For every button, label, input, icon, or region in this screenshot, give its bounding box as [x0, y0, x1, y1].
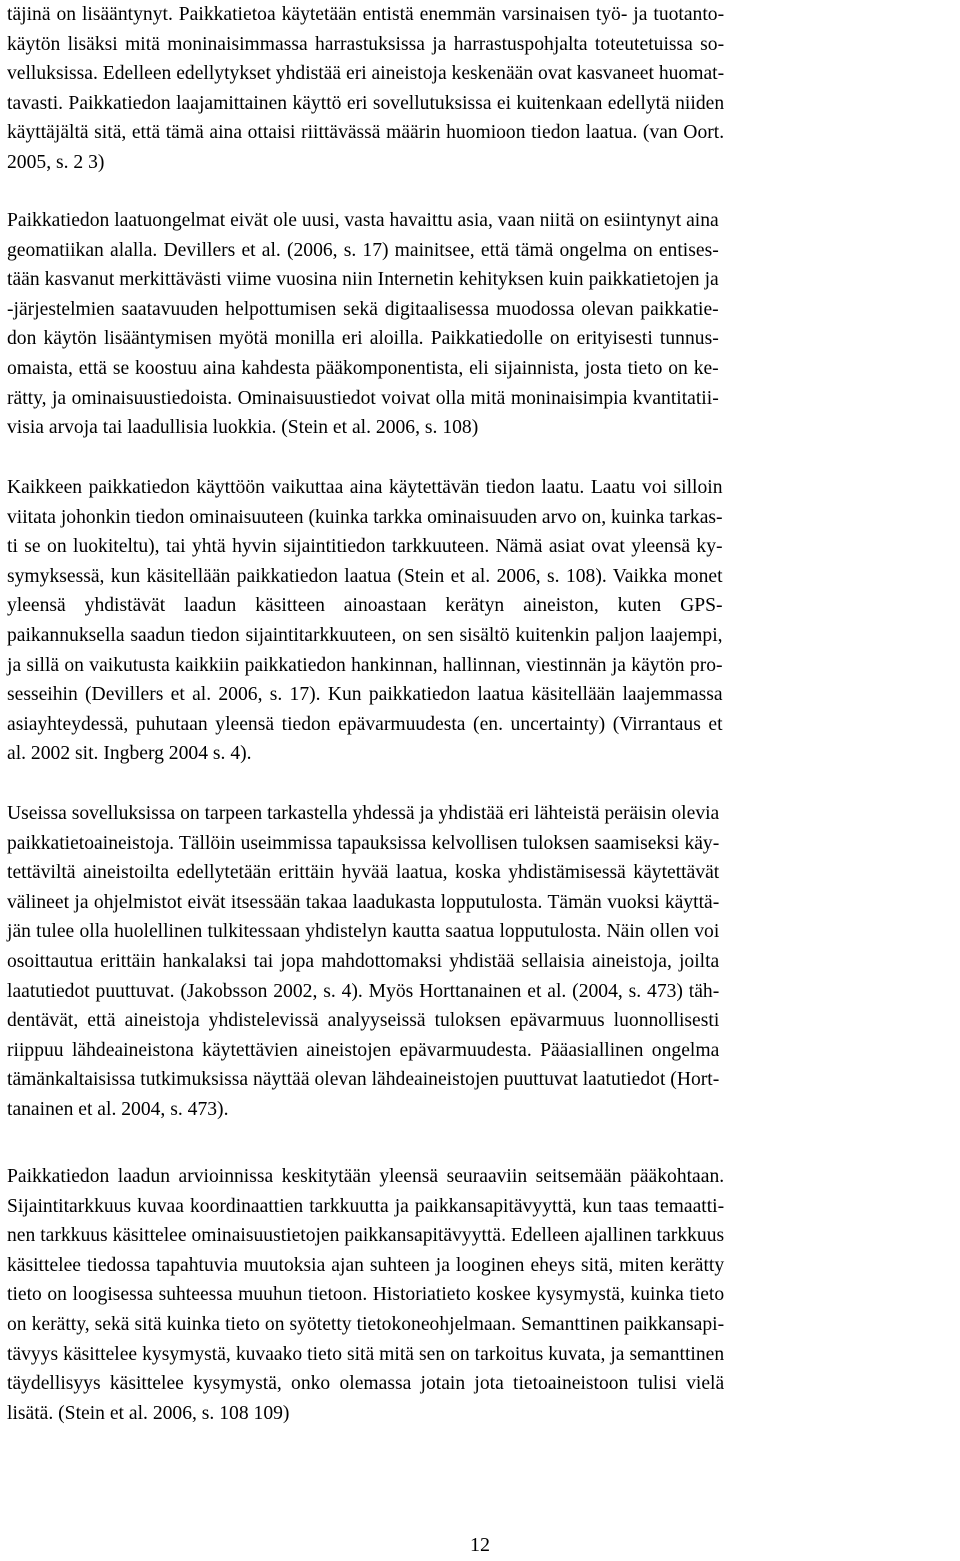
- text-line: käyttäjältä sitä, että tämä aina ottaisi riittävässä määrin huomioon tiedon laatua. (van Oort.: [7, 122, 725, 144]
- text-line: täydellisyys käsittelee kysymystä, onko olemassa jotain jota tietoaineistoon tulisi vielä: [7, 1373, 725, 1395]
- text-line: 2005, s. 2 3): [7, 151, 105, 173]
- text-line: käytön lisäksi mitä moninaisimmassa harrastuksissa ja harrastuspohjalta toteutetuissa so-: [7, 33, 725, 55]
- text-line: yleensä yhdistävät laadun käsitteen ainoastaan kerätyn aineiston, kuten GPS-: [7, 595, 723, 617]
- text-line: tanainen et al. 2004, s. 473).: [7, 1098, 229, 1120]
- text-line: paikkatietoaineistoja. Tällöin useimmissa tapauksissa kelvollisen tuloksen saamiseksi käy-: [7, 832, 720, 854]
- text-line: tään kasvanut merkittävästi viime vuosina niin Internetin kehityksen kuin paikkatietojen ja: [7, 269, 719, 291]
- text-line: tämänkaltaisissa tutkimuksissa näyttää olevan lähdeaineistojen puuttuvat laatutiedot (Hort-: [7, 1069, 720, 1091]
- text-line: tavasti. Paikkatiedon laajamittainen käyttö eri sovellutuksissa ei kuitenkaan edellytä niiden: [7, 92, 725, 114]
- paragraph-5: [7, 1162, 724, 1428]
- text-line: al. 2002 sit. Ingberg 2004 s. 4).: [7, 743, 252, 765]
- text-line: Paikkatiedon laatuongelmat eivät ole uusi, vasta havaittu asia, vaan niitä on esiintynyt aina: [7, 210, 719, 231]
- text-line: viitata johonkin tiedon ominaisuuteen (kuinka tarkka ominaisuuden arvo on, kuinka tarkas-: [7, 506, 723, 528]
- page-number: 12: [470, 1534, 490, 1556]
- paragraph-3: [7, 473, 723, 769]
- text-line: osoittautua erittäin hankalaksi tai jopa mahdottomaksi yhdistää sellaisia aineistoja, joilta: [7, 950, 720, 972]
- text-line: omaista, että se koostuu aina kahdesta pääkomponentista, eli sijainnista, josta tieto on ke-: [7, 357, 719, 379]
- text-line: -järjestelmien saatavuuden helpottumisen sekä digitaalisessa muodossa olevan paikkatie-: [7, 298, 719, 320]
- text-line: Paikkatiedon laadun arvioinnissa keskitytään yleensä seuraaviin seitsemään pääkohtaan.: [7, 1166, 725, 1187]
- text-line: paikannuksella saadun tiedon sijaintitarkkuuteen, on sen sisältö kuitenkin paljon laajempi,: [7, 624, 723, 646]
- text-line: visia arvoja tai laadullisia luokkia. (Stein et al. 2006, s. 108): [7, 417, 479, 439]
- text-line: asiayhteydessä, puhutaan yleensä tiedon epävarmuudesta (en. uncertainty) (Virrantaus et: [7, 713, 723, 735]
- text-line: ti se on luokiteltu), tai yhtä hyvin sijaintitiedon tarkkuuteen. Nämä asiat ovat yleensä ky-: [7, 536, 723, 558]
- text-line: lisätä. (Stein et al. 2006, s. 108 109): [7, 1402, 290, 1424]
- text-line: sesseihin (Devillers et al. 2006, s. 17). Kun paikkatiedon laatua käsitellään laajemmassa: [7, 684, 723, 706]
- text-line: don käytön lisääntymisen myötä monilla eri aloilla. Paikkatiedolle on erityisesti tunnus-: [7, 328, 719, 350]
- text-line: velluksissa. Edelleen edellytykset yhdistää eri aineistoja keskenään ovat kasvaneet huomat-: [7, 63, 725, 85]
- text-line: on kerätty, sekä sitä kuinka tieto on syötetty tietokoneohjelmaan. Semanttinen paikkansapi-: [7, 1313, 725, 1335]
- paragraph-2: [7, 206, 719, 443]
- paragraph-1: [7, 0, 724, 178]
- text-line: laatutiedot puuttuvat. (Jakobsson 2002, s. 4). Myös Horttanainen et al. (2004, s. 473) täh-: [7, 980, 720, 1002]
- text-line: ja sillä on vaikutusta kaikkiin paikkatiedon hankinnan, hallinnan, viestinnän ja käytön pro-: [7, 654, 723, 676]
- text-line: dentävät, että aineistoja yhdistelevissä analyyseissä tuloksen epävarmuus luonnollisesti: [7, 1010, 720, 1032]
- text-line: Useissa sovelluksissa on tarpeen tarkastella yhdessä ja yhdistää eri lähteistä peräisin olevia: [7, 803, 720, 824]
- text-line: käsittelee tiedossa tapahtuvia muutoksia ajan suhteen ja looginen eheys sitä, miten kerätty: [7, 1254, 725, 1276]
- text-line: geomatiikan alalla. Devillers et al. (2006, s. 17) mainitsee, että tämä ongelma on entises-: [7, 239, 719, 261]
- text-line: Sijaintitarkkuus kuvaa koordinaattien tarkkuutta ja paikkansapitävyyttä, kun taas temaatti-: [7, 1195, 725, 1217]
- text-line: tettäviltä aineistoilta edellytetään erittäin hyvää laatua, koska yhdistämisessä käytettävät: [7, 862, 720, 884]
- text-line: täjinä on lisääntynyt. Paikkatietoa käytetään entistä enemmän varsinaisen työ- ja tuotanto-: [7, 4, 725, 25]
- text-line: nen tarkkuus käsittelee ominaisuustietojen paikkansapitävyyttä. Edelleen ajallinen tarkkuus: [7, 1225, 725, 1247]
- text-line: riippuu lähdeaineistona käytettävien aineistojen epävarmuudesta. Pääasiallinen ongelma: [7, 1039, 720, 1061]
- paragraph-4: [7, 799, 719, 1125]
- text-line: symyksessä, kun käsitellään paikkatiedon laatua (Stein et al. 2006, s. 108). Vaikka monet: [7, 565, 723, 587]
- text-line: jän tulee olla huolellinen tulkitessaan yhdistelyn kautta saatua lopputulosta. Näin ollen voi: [7, 921, 720, 943]
- text-line: välineet ja ohjelmistot eivät itsessään takaa laadukasta lopputulosta. Tämän vuoksi käyttä-: [7, 891, 720, 913]
- text-line: Kaikkeen paikkatiedon käyttöön vaikuttaa aina käytettävän tiedon laatu. Laatu voi silloin: [7, 477, 723, 498]
- text-line: tävyys käsittelee kysymystä, kuvaako tieto sitä mitä sen on tarkoitus kuvata, ja semanttinen: [7, 1343, 725, 1365]
- text-line: rätty, ja ominaisuustiedoista. Ominaisuustiedot voivat olla mitä moninaisimpia kvantitatii-: [7, 387, 719, 409]
- text-line: tieto on loogisessa suhteessa muuhun tietoon. Historiatieto koskee kysymystä, kuinka tieto: [7, 1284, 725, 1306]
